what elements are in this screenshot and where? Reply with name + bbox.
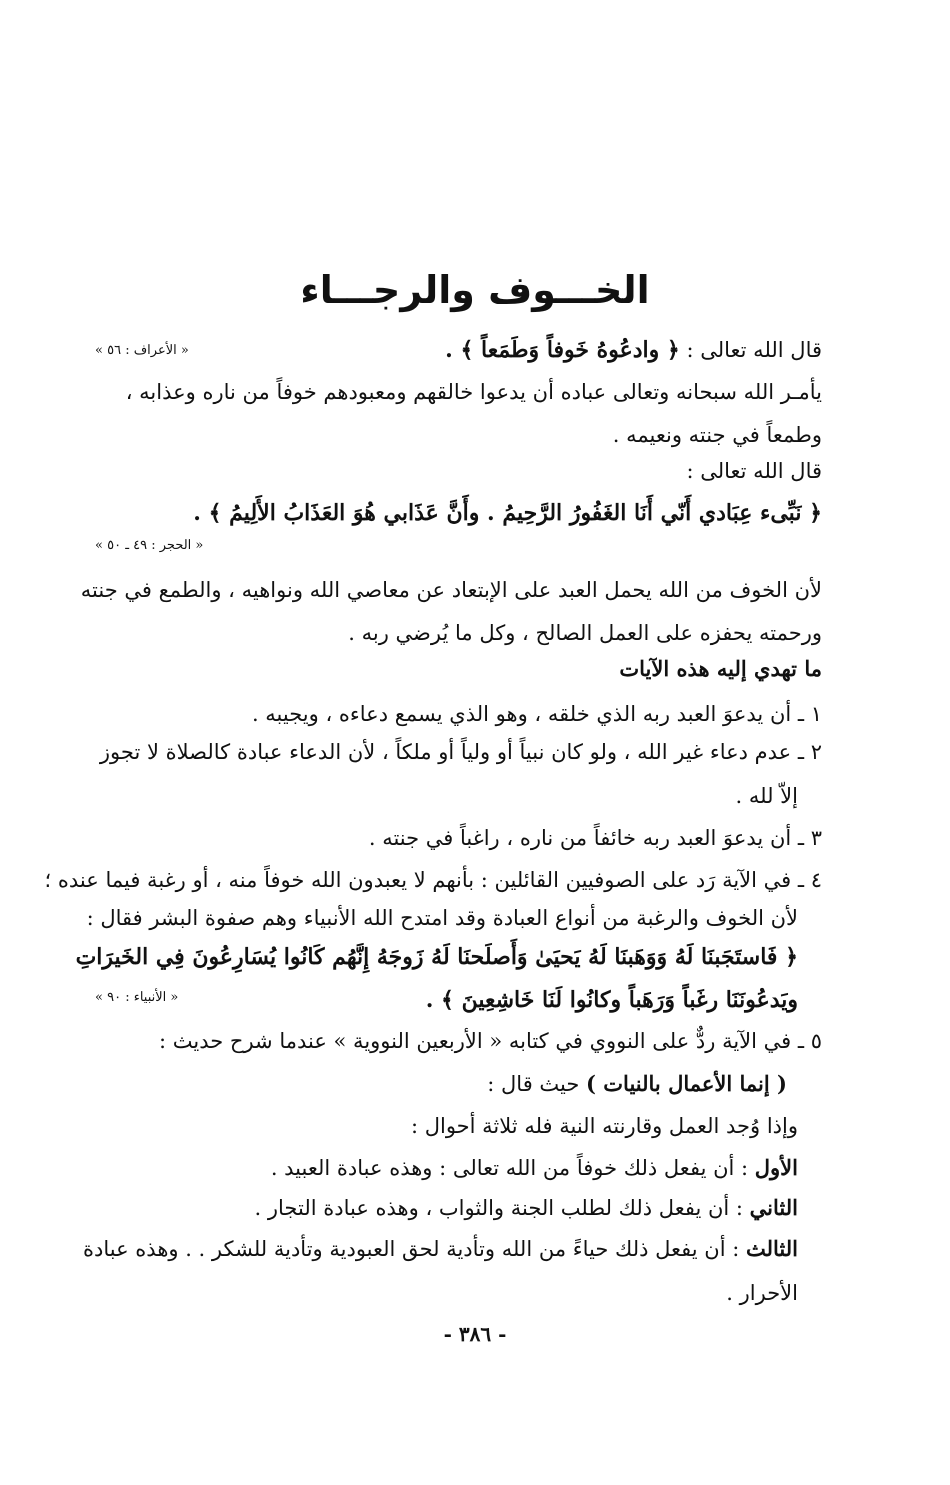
third-state: [83, 1231, 798, 1267]
verse-1-text: ﴿ وادعُوهُ خَوفاً وَطَمَعاً ﴾ .: [445, 337, 680, 363]
verse-1-intro: قال الله تعالى :: [686, 338, 822, 362]
first-text: : أن يفعل ذلك خوفاً من الله تعالى : وهذه عبادة العبيد .: [270, 1156, 755, 1180]
second-text: : أن يفعل ذلك لطلب الجنة والثواب ، وهذه عبادة التجار .: [254, 1196, 750, 1220]
item-2-line-2: إلاّ لله .: [735, 784, 798, 808]
verse-2-reference: « الحجر : ٤٩ ـ ٥٠ »: [95, 538, 204, 553]
page-number: - ٣٨٦ -: [443, 1322, 507, 1346]
third-state-cont: الأحرار .: [726, 1281, 798, 1305]
item-5-line-3: وإذا وُجد العمل وقارنته النية فله ثلاثة أحوال :: [410, 1114, 798, 1138]
hadith-text: ( إنما الأعمال بالنيات ): [586, 1071, 787, 1096]
hadith-rest: حيث قال :: [487, 1072, 587, 1096]
item-2-line-1: ٢ ـ عدم دعاء غير الله ، ولو كان نبياً أو ولياً أو ملكاً ، لأن الدعاء عبادة كالصلاة لا تجوز: [99, 740, 822, 764]
verse-2-text: ﴿ نَبِّىء عِبَادي أَنّي أَنَا الغَفُورُ الرَّحِيمُ . وأَنَّ عَذَابي هُوَ العَذَابُ الأَلِيمُ ﴾ .: [193, 500, 822, 526]
item-4-reference: « الأنبياء : ٩٠ »: [95, 990, 179, 1005]
item-4-quran-line-1: ﴿ فَاستَجَبنَا لَهُ وَوَهَبنَا لَهُ يَحيَىٰ وَأَصلَحنَا لَهُ زَوجَهُ إِنَّهُم كَانُوا يُسَارِعُونَ فِي الخَيرَاتِ: [75, 944, 798, 970]
para-2-line-2: ورحمته يحفزه على العمل الصالح ، وكل ما يُرضي ربه .: [348, 621, 822, 645]
second-state: [95, 1190, 798, 1226]
para-1-line-1: يأمـر الله سبحانه وتعالى عباده أن يدعوا خالقهم ومعبودهم خوفاً من ناره وعذابه ،: [125, 380, 822, 404]
item-5-line-1: ٥ ـ في الآية ردٌّ على النووي في كتابه « الأربعين النووية » عندما شرح حديث :: [159, 1029, 822, 1053]
second-label: الثاني: [749, 1195, 798, 1220]
verse-1-reference: « الأعراف : ٥٦ »: [95, 343, 189, 358]
verse-1-line: [95, 332, 822, 368]
item-4-quran-line-2: ويَدعُونَنَا رغَباً وَرَهَباً وكانُوا لَنَا خَاشِعِينَ ﴾ .: [425, 987, 798, 1013]
first-state: [95, 1150, 798, 1186]
third-label: الثالث: [746, 1236, 798, 1261]
third-text: : أن يفعل ذلك حياءً من الله وتأدية لحق العبودية وتأدية للشكر . . وهذه عبادة: [83, 1237, 746, 1261]
verse-2-intro: قال الله تعالى :: [686, 459, 822, 483]
first-label: الأول: [754, 1155, 798, 1180]
item-4-line-1: ٤ ـ في الآية رَد على الصوفيين القائلين : بأنهم لا يعبدون الله خوفاً منه ، أو رغبة فيما عنده ؛: [44, 868, 822, 892]
item-4-line-2: لأن الخوف والرغبة من أنواع العبادة وقد امتدح الله الأنبياء وهم صفوة البشر فقال :: [86, 906, 798, 930]
para-1-line-2: وطمعاً في جنته ونعيمه .: [612, 423, 822, 447]
section-heading: ما تهدي إليه هذه الآيات: [619, 656, 822, 681]
item-5-line-2: [95, 1066, 787, 1102]
page-title: الخـــوف والرجـــاء: [300, 268, 650, 312]
item-3: ٣ ـ أن يدعوَ العبد ربه خائفاً من ناره ، راغباً في جنته .: [368, 826, 822, 850]
item-1: ١ ـ أن يدعوَ العبد ربه الذي خلقه ، وهو الذي يسمع دعاءه ، ويجيبه .: [251, 702, 822, 726]
para-2-line-1: لأن الخوف من الله يحمل العبد على الإبتعاد عن معاصي الله ونواهيه ، والطمع في جنته: [80, 578, 822, 602]
